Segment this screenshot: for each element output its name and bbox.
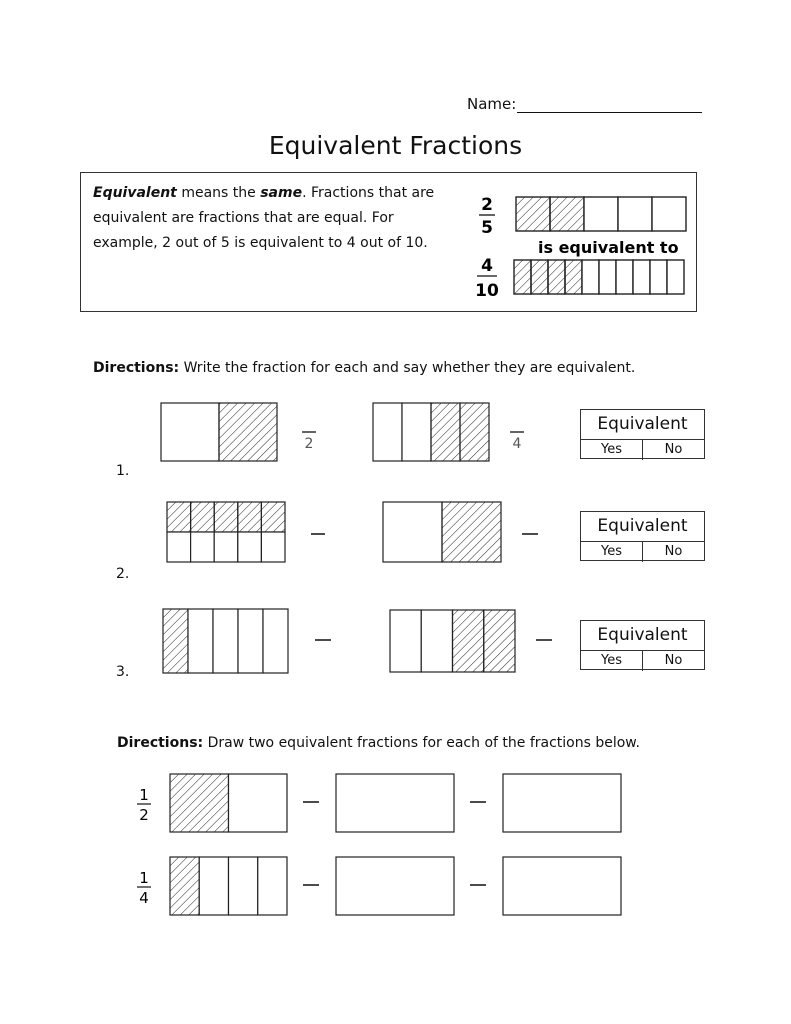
problem-2-right-model: [383, 502, 501, 562]
row-1-denominator: 2: [139, 806, 149, 824]
row-2-fraction-model: [170, 857, 287, 915]
yes-option[interactable]: Yes: [601, 653, 622, 668]
row-1-draw-box-1[interactable]: [336, 774, 454, 832]
yes-option[interactable]: Yes: [601, 544, 622, 559]
problem-2-number: 2.: [116, 566, 130, 582]
unshaded-part: [229, 774, 288, 832]
problem-2-models: [165, 500, 565, 566]
unshaded-part: [618, 197, 652, 231]
shaded-part: [516, 197, 550, 231]
shaded-part: [261, 502, 285, 532]
row-2-numerator: 1: [139, 869, 149, 887]
shaded-part: [431, 403, 460, 461]
shaded-part: [219, 403, 277, 461]
unshaded-part: [263, 609, 288, 673]
shaded-part: [460, 403, 489, 461]
row-2-denominator: 4: [139, 889, 149, 907]
example-bottom-denominator: 10: [475, 281, 499, 301]
problem-3-number: 3.: [116, 664, 130, 680]
unshaded-part: [584, 197, 618, 231]
shaded-part: [191, 502, 215, 532]
shaded-part: [214, 502, 238, 532]
problem-3-right-model: [390, 610, 515, 672]
unshaded-part: [421, 610, 452, 672]
directions-2-text: Draw two equivalent fractions for each of the fractions below.: [207, 735, 640, 751]
shaded-part: [163, 609, 188, 673]
unshaded-part: [652, 197, 686, 231]
unshaded-part: [633, 260, 650, 294]
unshaded-part: [261, 532, 285, 562]
problem-1-left-denominator: 2: [304, 436, 314, 452]
directions-1: [93, 360, 635, 376]
example-illustration: [470, 190, 690, 305]
page-title: Equivalent Fractions: [268, 131, 523, 160]
problem-1-number: 1.: [116, 463, 130, 479]
name-field[interactable]: [467, 95, 702, 113]
definition-text: Equivalent means the same. Fractions that are equivalent are fractions that are equal. For example, 2 out of 5 is equivalent to 4 out of 10.: [93, 185, 435, 251]
unshaded-part: [229, 857, 258, 915]
no-option[interactable]: No: [642, 651, 704, 671]
row-2-draw-box-2[interactable]: [503, 857, 621, 915]
unshaded-part: [167, 532, 191, 562]
unshaded-part: [582, 260, 599, 294]
name-label: Name:: [467, 95, 517, 113]
equivalent-label: Equivalent: [581, 512, 704, 542]
unshaded-part: [616, 260, 633, 294]
example-top-numerator: 2: [481, 195, 493, 215]
problem-1-equivalent-box: [580, 409, 705, 459]
example-caption: is equivalent to: [538, 238, 679, 257]
unshaded-part: [191, 532, 215, 562]
unshaded-part: [373, 403, 402, 461]
no-option[interactable]: No: [642, 440, 704, 460]
directions-1-label: Directions:: [93, 360, 180, 376]
problem-3-models: [160, 607, 560, 677]
shaded-part: [167, 502, 191, 532]
unshaded-part: [599, 260, 616, 294]
example-bottom-numerator: 4: [481, 256, 493, 276]
definition-emphasis: same: [260, 185, 303, 201]
unshaded-part: [667, 260, 684, 294]
row-1-numerator: 1: [139, 786, 149, 804]
shaded-part: [565, 260, 582, 294]
unshaded-part: [650, 260, 667, 294]
row-2-draw-box-1[interactable]: [336, 857, 454, 915]
shaded-part: [550, 197, 584, 231]
directions-2: [117, 735, 640, 751]
shaded-part: [484, 610, 515, 672]
shaded-part: [514, 260, 531, 294]
yes-option[interactable]: Yes: [601, 442, 622, 457]
problem-1-models: [160, 402, 560, 464]
shaded-part: [531, 260, 548, 294]
equivalent-label: Equivalent: [581, 410, 704, 440]
shaded-part: [238, 502, 262, 532]
equivalent-label: Equivalent: [581, 621, 704, 651]
shaded-part: [170, 857, 199, 915]
unshaded-part: [383, 502, 442, 562]
directions-1-text: Write the fraction for each and say whether they are equivalent.: [183, 360, 636, 376]
unshaded-part: [258, 857, 287, 915]
problem-1-left-model: [161, 403, 277, 461]
definition-term: Equivalent: [93, 185, 177, 201]
unshaded-part: [238, 532, 262, 562]
unshaded-part: [161, 403, 219, 461]
problem-1-right-model: [373, 403, 489, 461]
unshaded-part: [199, 857, 228, 915]
unshaded-part: [402, 403, 431, 461]
unshaded-part: [214, 532, 238, 562]
example-bottom-fraction-model: [514, 260, 684, 294]
example-top-fraction-model: [516, 197, 686, 231]
shaded-part: [170, 774, 229, 832]
shaded-part: [442, 502, 501, 562]
problem-3-left-model: [163, 609, 288, 673]
row-1-draw-box-2[interactable]: [503, 774, 621, 832]
name-line[interactable]: [517, 97, 702, 113]
problem-3-equivalent-box: [580, 620, 705, 670]
unshaded-part: [238, 609, 263, 673]
problem-1-right-denominator: 4: [512, 436, 522, 452]
shaded-part: [453, 610, 484, 672]
row-1-fraction-model: [170, 774, 287, 832]
unshaded-part: [188, 609, 213, 673]
draw-equivalents-area: [130, 770, 630, 920]
unshaded-part: [213, 609, 238, 673]
problem-2-equivalent-box: [580, 511, 705, 561]
shaded-part: [548, 260, 565, 294]
unshaded-part: [390, 610, 421, 672]
example-top-denominator: 5: [481, 218, 493, 238]
directions-2-label: Directions:: [117, 735, 204, 751]
no-option[interactable]: No: [642, 542, 704, 562]
problem-2-left-model: [167, 502, 285, 562]
